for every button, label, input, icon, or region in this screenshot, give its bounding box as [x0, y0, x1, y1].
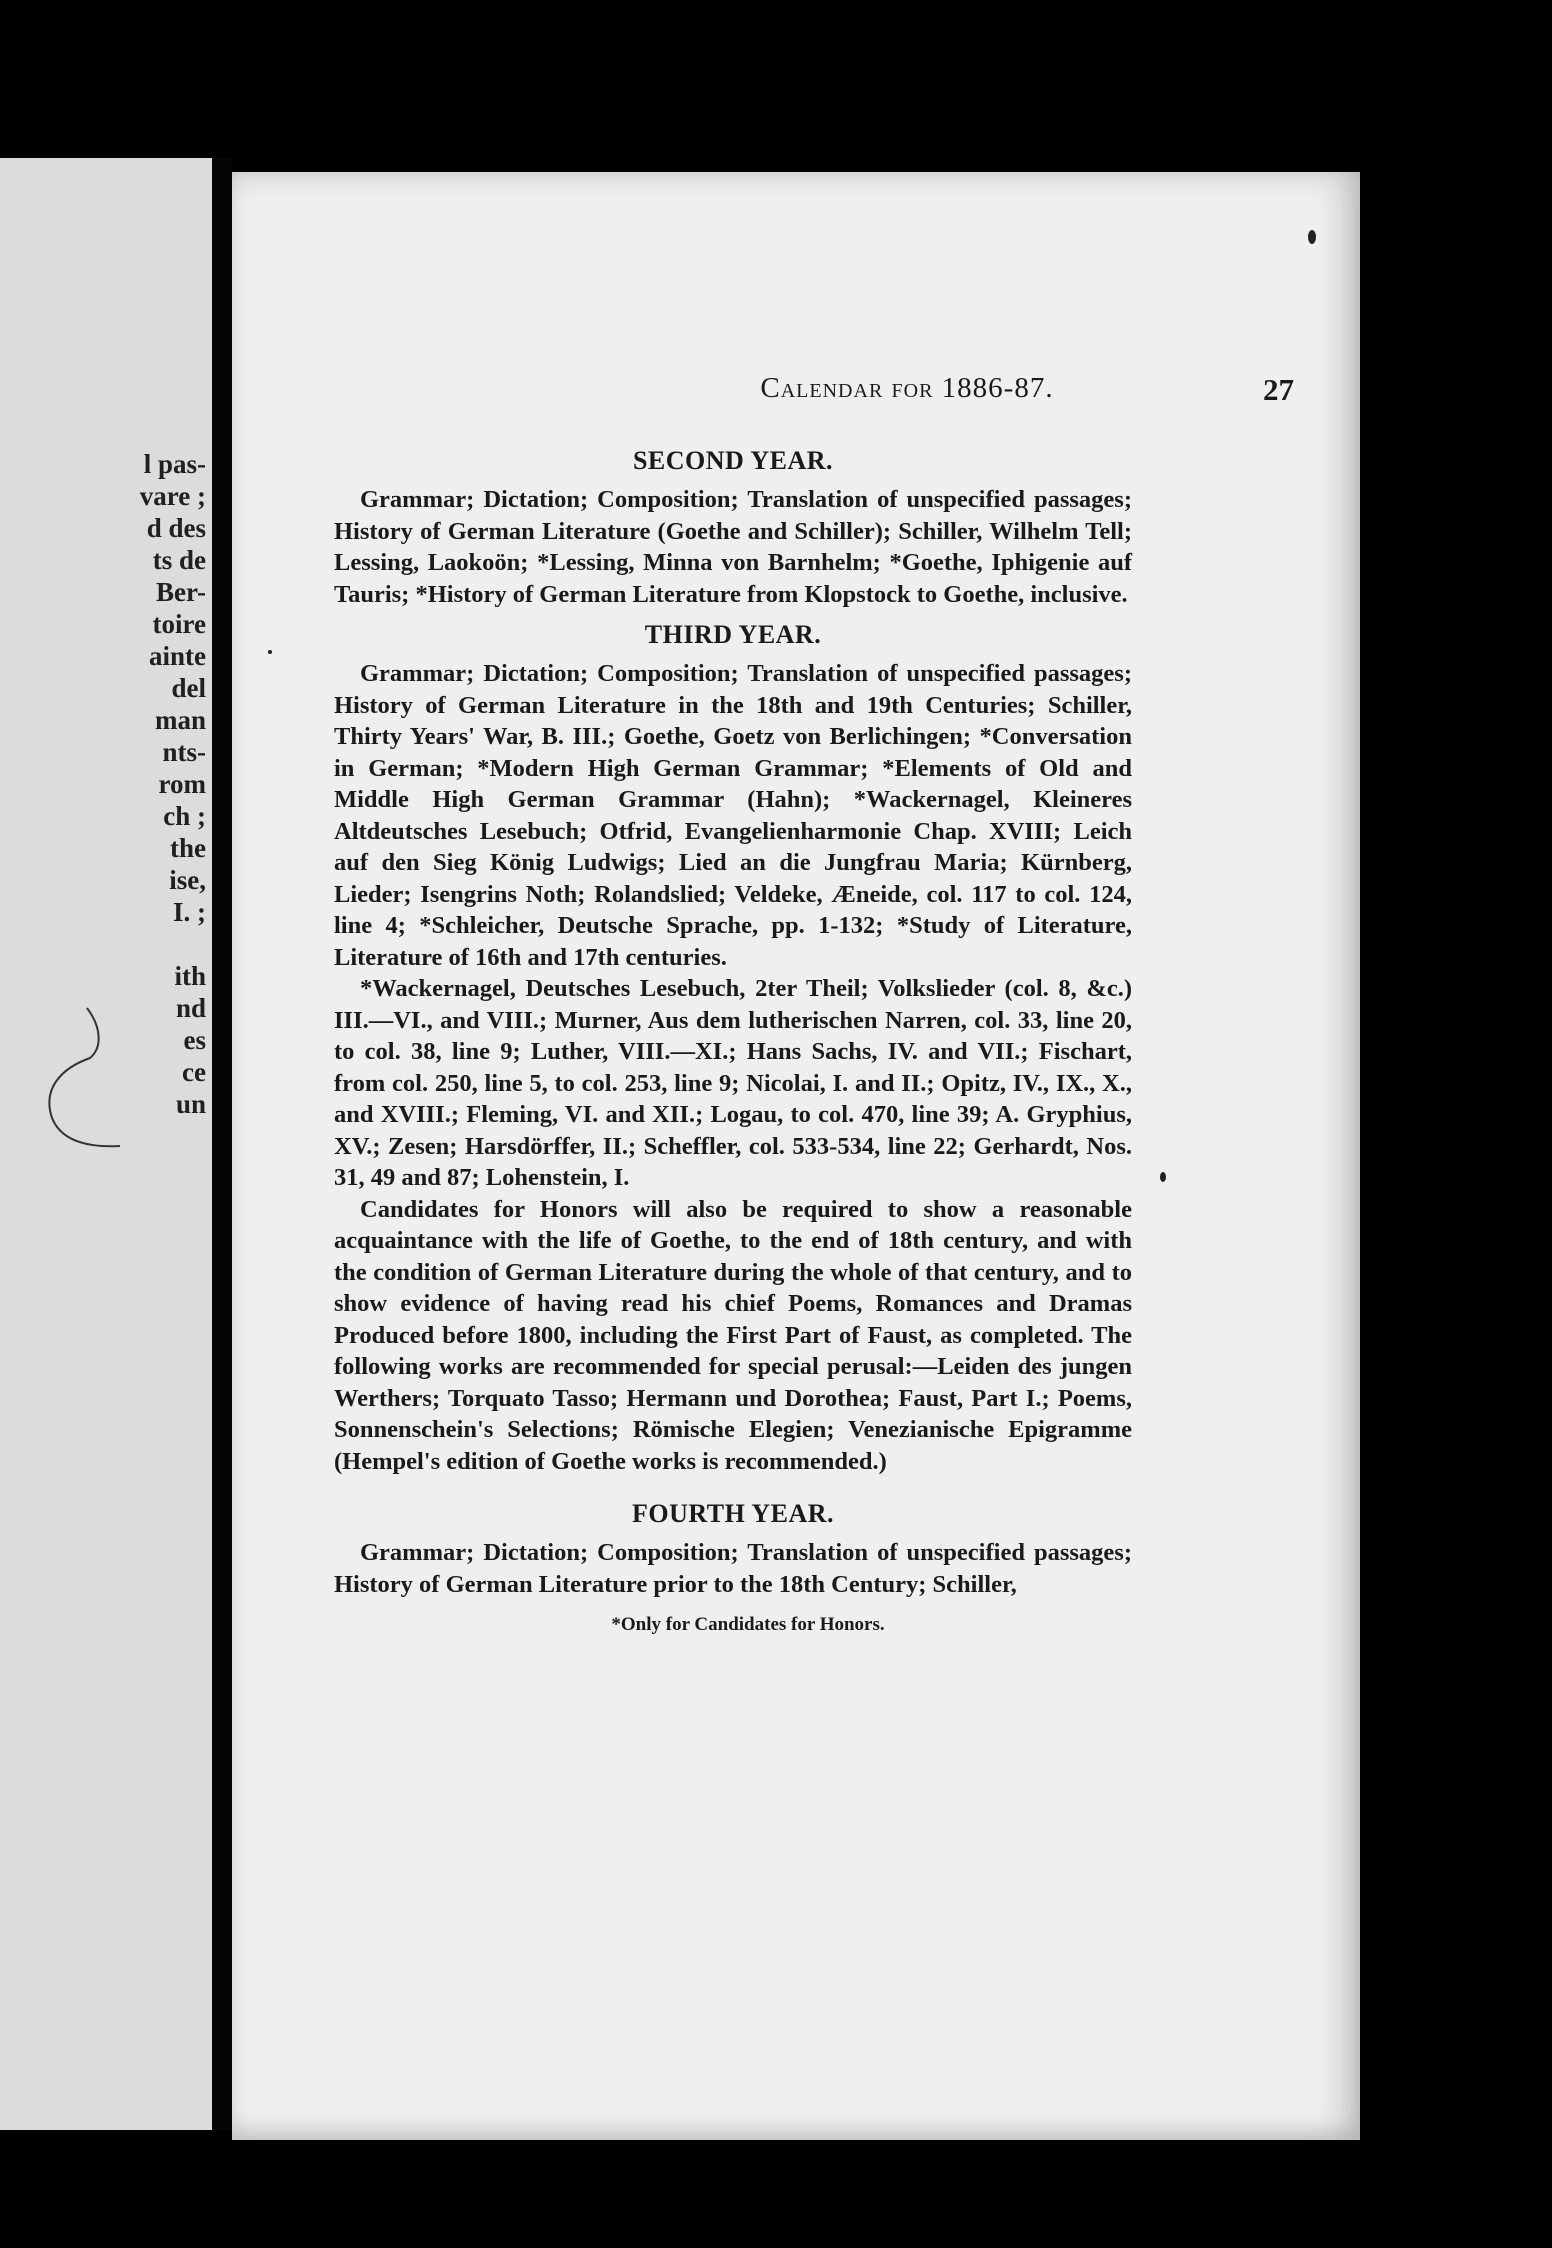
third-year-paragraph-2: *Wackernagel, Deutsches Lesebuch, 2ter Theil; Volkslieder (col. 8, &c.) III.—VI., and VIII.; Murner, Aus dem lutherischen Narren, col. 33, line 20, to col. 38, line 9; Luther, VIII.—XI.; Hans Sachs, IV. and VII.; Fischart, from col. 250, line 5, to col. 253, line 9; Nicolai, I. and II.; Opitz, IV., IX., X., and XVIII.; Fleming, VI. and XII.; Logau, to col. 470, line 39; A. Gryphius, XV.; Zesen; Harsdörffer, II.; Scheffler, col. 533-534, line 22; Gerhardt, Nos. 31, 49 and 87; Lohenstein, I. [334, 975, 1132, 1191]
body-text [334, 440, 1132, 1636]
facing-page-fragment: ts de [152, 545, 206, 575]
facing-page-fragment: vare ; [139, 481, 206, 511]
facing-page-fragment: toire [152, 609, 206, 639]
ink-speck [1160, 1172, 1166, 1182]
ink-speck [1308, 230, 1316, 244]
facing-page-fragment: Ber- [156, 577, 206, 607]
section-heading-third-year: THIRD YEAR. [644, 620, 822, 649]
second-year-paragraph: Grammar; Dictation; Composition; Translation of unspecified passages; History of German Literature (Goethe and Schiller); Schiller, Wilhelm Tell; Lessing, Laokoön; *Lessing, Minna von Barnhelm; *Goethe, Iphigenie auf Tauris; *History of German Literature from Klopstock to Goethe, inclusive. [334, 486, 1132, 608]
ink-speck [268, 650, 272, 654]
book-gutter [212, 158, 232, 2130]
facing-page-fragment: es [183, 1025, 206, 1055]
section-heading-fourth-year: FOURTH YEAR. [631, 1499, 834, 1528]
third-year-paragraph-1: Grammar; Dictation; Composition; Translation of unspecified passages; History of German Literature in the 18th and 19th Centuries; Schiller, Thirty Years' War, B. III.; Goethe, Goetz von Berlichingen; *Conversation in German; *Modern High German Grammar; *Elements of Old and Middle High German Grammar (Hahn); *Wackernagel, Kleineres Altdeutsches Lesebuch; Otfrid, Evangelienharmonie Chap. XVIII; Leich auf den Sieg König Ludwigs; Lied an die Jungfrau Maria; Kürnberg, Lieder; Isengrins Noth; Rolandslied; Veldeke, Æneide, col. 117 to col. 124, line 4; *Schleicher, Deutsche Sprache, pp. 1-132; *Study of Literature, Literature of 16th and 17th centuries. [334, 660, 1132, 971]
running-title: Calendar for 1886-87. [760, 372, 1054, 404]
facing-page-fragment: the [170, 833, 206, 863]
facing-page-strip [0, 158, 212, 2130]
facing-page-fragment: ainte [149, 641, 206, 671]
facing-page-fragment: ce [182, 1057, 206, 1087]
facing-page-fragment: man [154, 705, 206, 735]
facing-page-fragment: I. ; [173, 897, 206, 927]
facing-page-fragment: ch ; [163, 801, 206, 831]
facing-page-fragment: rom [158, 769, 206, 799]
running-header [362, 372, 1372, 412]
footnote: *Only for Candidates for Honors. [611, 1614, 885, 1635]
facing-page-fragment: del [171, 673, 206, 703]
section-heading-second-year: SECOND YEAR. [632, 446, 834, 475]
pen-mark-icon [42, 998, 122, 1158]
fourth-year-paragraph: Grammar; Dictation; Composition; Translation of unspecified passages; History of German Literature prior to the 18th Century; Schiller, [334, 1539, 1132, 1598]
facing-page-fragment: l pas- [143, 449, 206, 479]
facing-page-fragment: d des [146, 513, 206, 543]
page-number: 27 [1263, 372, 1294, 407]
third-year-paragraph-3: Candidates for Honors will also be required to show a reasonable acquaintance with the life of Goethe, to the end of 18th century, and with the condition of German Literature during the whole of that century, and to show evidence of having read his chief Poems, Romances and Dramas Produced before 1800, including the First Part of Faust, as completed. The following works are recommended for special perusal:—Leiden des jungen Werthers; Torquato Tasso; Hermann und Dorothea; Faust, Part I.; Poems, Sonnenschein's Selections; Römische Elegien; Venezianische Epigramme (Hempel's edition of Goethe works is recommended.) [334, 1195, 1132, 1475]
facing-page-fragment: nts- [162, 737, 206, 767]
facing-page-fragment: un [175, 1089, 206, 1119]
facing-page-fragment: nd [175, 993, 206, 1023]
facing-page-fragment: ith [174, 961, 206, 991]
facing-page-fragment: ise, [169, 865, 206, 895]
document-page [232, 172, 1360, 2140]
